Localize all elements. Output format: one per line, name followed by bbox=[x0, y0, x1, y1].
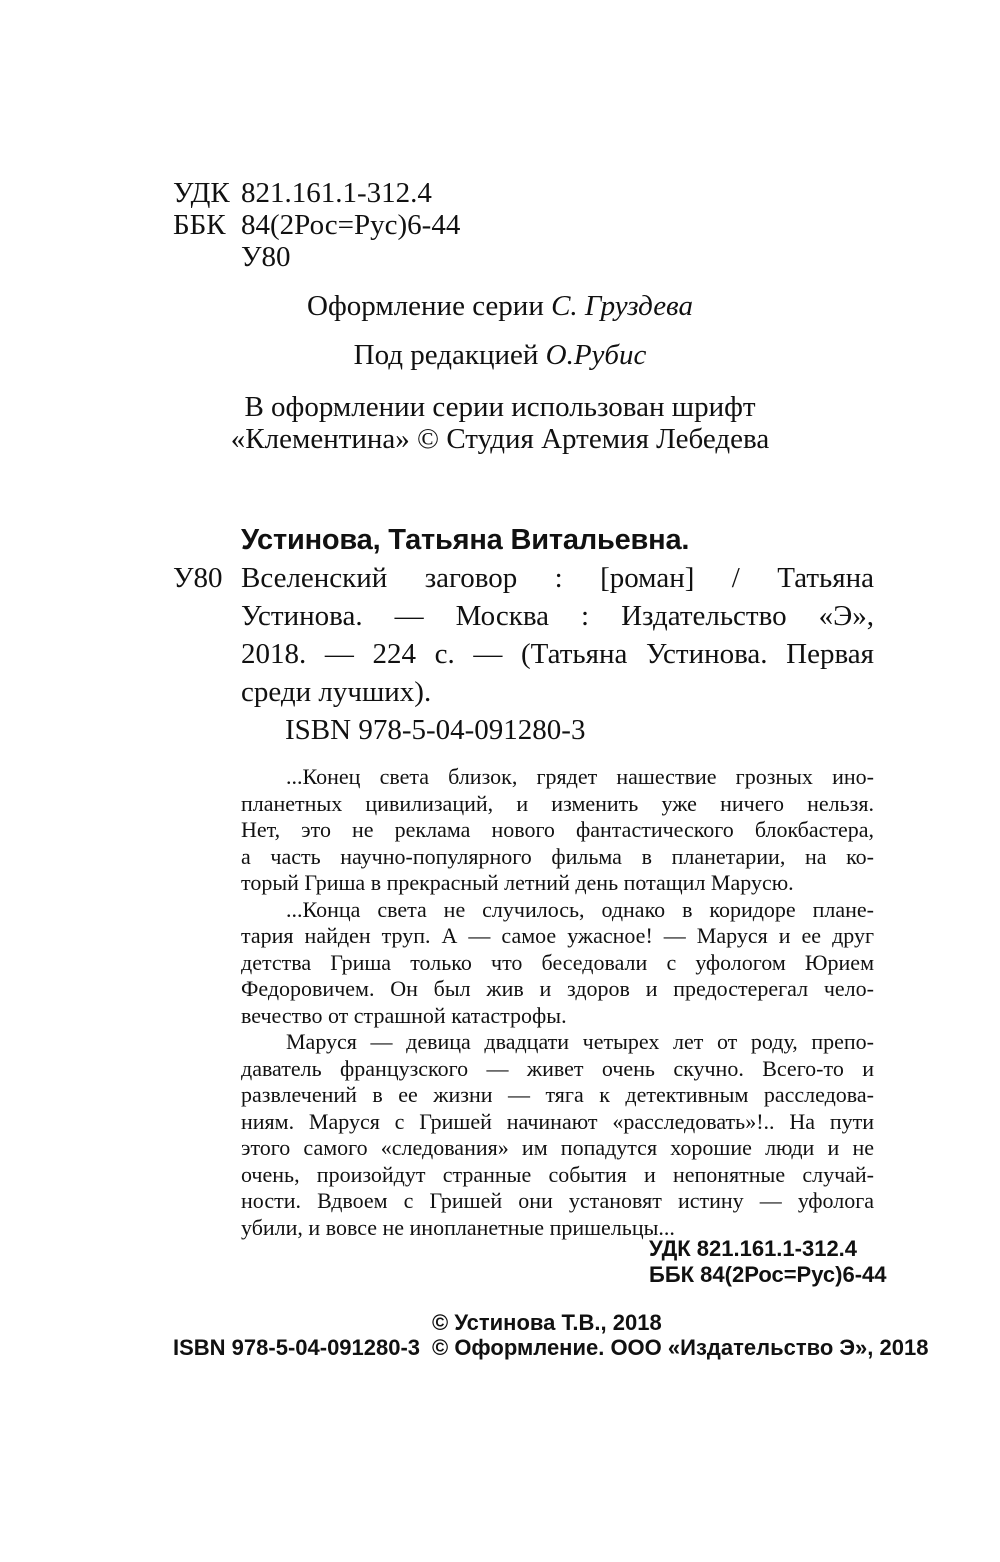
footer-isbn: ISBN 978-5-04-091280-3 bbox=[173, 1335, 421, 1360]
font-note-line2: «Клементина» © Студия Артемия Лебедева bbox=[230, 423, 770, 455]
font-note-line1: В оформлении серии использован шрифт bbox=[244, 391, 756, 423]
annotation-line: Федоровичем. Он был жив и здоров и предостерегал чело- bbox=[241, 976, 874, 1001]
annotation-line: убили, и вовсе не инопланетные пришельцы... bbox=[241, 1214, 675, 1240]
udk-value: 821.161.1-312.4 bbox=[241, 177, 432, 209]
annotation-line: вечество от страшной катастрофы. bbox=[241, 1002, 567, 1028]
series-design-credit bbox=[0, 289, 1000, 323]
series-design-name: С. Груздева bbox=[551, 290, 693, 322]
bib-description bbox=[241, 559, 874, 711]
annotation-line: даватель французского — живет очень скучно. Всего-то и bbox=[241, 1055, 874, 1081]
bib-line: среди лучших). bbox=[241, 676, 432, 708]
annotation-line: ...Конец света близок, грядет нашествие грозных ино- bbox=[286, 764, 874, 789]
bib-line: Вселенский заговор : [роман] / Татьяна bbox=[241, 562, 874, 594]
annotation-line: тария найден труп. А — самое ужасное! — Маруся и ее друг bbox=[241, 923, 874, 948]
annotation-line: очень, произойдут странные события и непонятные случай- bbox=[241, 1161, 874, 1187]
footer-bbk: ББК 84(2Рос=Рус)6-44 bbox=[649, 1262, 887, 1287]
copyright-design: © Оформление. ООО «Издательство Э», 2018 bbox=[432, 1335, 929, 1360]
annotation-line: Нет, это не реклама нового фантастического блокбастера, bbox=[241, 817, 874, 842]
annotation-line: этого самого «следования» им попадутся хорошие люди и не bbox=[241, 1135, 874, 1160]
editor-credit bbox=[0, 338, 1000, 372]
annotation-line: Маруся — девица двадцати четырех лет от роду, препо- bbox=[286, 1029, 874, 1054]
annotation-line: ...Конца света не случилось, однако в коридоре плане- bbox=[286, 896, 874, 922]
udk-label: УДК bbox=[173, 177, 230, 209]
bbk-value: 84(2Рос=Рус)6-44 bbox=[241, 209, 461, 241]
bbk-label: ББК bbox=[173, 209, 226, 241]
bib-line: 2018. — 224 с. — (Татьяна Устинова. Первая bbox=[241, 638, 874, 670]
annotation-line: торый Гриша в прекрасный летний день потащил Марусю. bbox=[241, 870, 794, 895]
bbk-row bbox=[0, 208, 1000, 242]
udk-row bbox=[0, 176, 1000, 210]
editor-label: Под редакцией bbox=[353, 339, 539, 371]
annotation-line: а часть научно-популярного фильма в планетарии, на ко- bbox=[241, 843, 874, 869]
bib-isbn: ISBN 978-5-04-091280-3 bbox=[285, 714, 586, 746]
footer-udk: УДК 821.161.1-312.4 bbox=[649, 1236, 858, 1261]
annotation-line: ниям. Маруся с Гришей начинают «расследовать»!.. На пути bbox=[241, 1108, 874, 1134]
bib-code: У80 bbox=[173, 562, 223, 594]
editor-name: О.Рубис bbox=[545, 339, 647, 371]
author-sign: У80 bbox=[241, 241, 291, 273]
annotation-line: планетных цивилизаций, и изменить уже ничего нельзя. bbox=[241, 790, 874, 816]
annotation-line: ности. Вдвоем с Гришей они установят истину — уфолога bbox=[241, 1188, 874, 1213]
annotation-line: развлечений в ее жизни — тяга к детективным расследова- bbox=[241, 1082, 874, 1107]
bib-author: Устинова, Татьяна Витальевна. bbox=[241, 524, 690, 556]
annotation bbox=[241, 764, 874, 1241]
bib-line: Устинова. — Москва : Издательство «Э», bbox=[241, 600, 874, 632]
copyright-author: © Устинова Т.В., 2018 bbox=[432, 1310, 662, 1335]
series-design-label: Оформление серии bbox=[307, 290, 544, 322]
annotation-line: детства Гриша только что беседовали с уфологом Юрием bbox=[241, 949, 874, 975]
